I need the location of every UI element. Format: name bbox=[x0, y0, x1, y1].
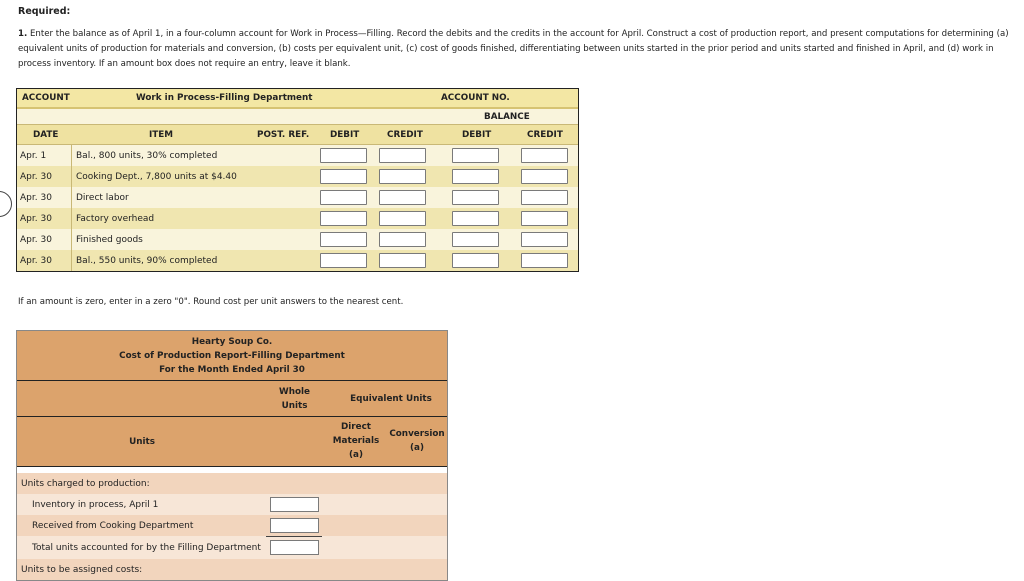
total-units-label: Total units accounted for by the Filling Department bbox=[32, 542, 261, 553]
debit-input[interactable] bbox=[320, 148, 367, 163]
units-assigned-row bbox=[17, 559, 447, 580]
account-name: Work in Process-Filling Department bbox=[136, 93, 313, 103]
account-row bbox=[17, 145, 578, 166]
credit-input[interactable] bbox=[379, 253, 426, 268]
report-period: For the Month Ended April 30 bbox=[159, 365, 305, 375]
instruction-number: 1. bbox=[18, 29, 28, 39]
row-date: Apr. 30 bbox=[20, 234, 52, 245]
total-units-row bbox=[17, 536, 447, 559]
row-item: Finished goods bbox=[76, 234, 143, 245]
scroll-marker-circle[interactable] bbox=[0, 191, 12, 217]
equivalent-units-header bbox=[17, 417, 447, 467]
company-name: Hearty Soup Co. bbox=[191, 337, 273, 347]
total-units-input[interactable] bbox=[270, 540, 319, 555]
received-label: Received from Cooking Department bbox=[32, 520, 194, 531]
conversion-header: Conversion (a) bbox=[389, 429, 445, 453]
units-assigned-label: Units to be assigned costs: bbox=[21, 564, 143, 575]
total-underline bbox=[266, 536, 322, 537]
account-no-label: ACCOUNT NO. bbox=[441, 93, 510, 103]
units-charged-label: Units charged to production: bbox=[21, 478, 150, 489]
equivalent-units-label: Equivalent Units bbox=[350, 394, 432, 404]
col-item: ITEM bbox=[149, 129, 174, 140]
required-heading: Required: bbox=[18, 6, 71, 17]
account-row bbox=[17, 187, 578, 208]
credit-input[interactable] bbox=[379, 148, 426, 163]
col-credit: CREDIT bbox=[387, 129, 423, 140]
report-title-block bbox=[17, 331, 447, 381]
balance-credit-input[interactable] bbox=[521, 232, 568, 247]
balance-credit-input[interactable] bbox=[521, 190, 568, 205]
row-date: Apr. 1 bbox=[20, 150, 47, 161]
row-item: Factory overhead bbox=[76, 213, 155, 224]
row-item: Bal., 800 units, 30% completed bbox=[76, 150, 218, 161]
balance-debit-input[interactable] bbox=[452, 169, 499, 184]
units-charged-row bbox=[17, 473, 447, 494]
col-post-ref: POST. REF. bbox=[257, 129, 310, 140]
balance-credit-input[interactable] bbox=[521, 169, 568, 184]
balance-label: BALANCE bbox=[484, 111, 530, 122]
account-label: ACCOUNT bbox=[22, 93, 70, 103]
row-item: Direct labor bbox=[76, 192, 129, 203]
balance-debit-input[interactable] bbox=[452, 148, 499, 163]
received-units-input[interactable] bbox=[270, 518, 319, 533]
account-row bbox=[17, 250, 578, 271]
balance-header-row bbox=[17, 109, 578, 125]
credit-input[interactable] bbox=[379, 232, 426, 247]
whole-units-label: Whole Units bbox=[279, 387, 310, 411]
balance-debit-input[interactable] bbox=[452, 232, 499, 247]
work-in-process-account bbox=[16, 88, 579, 272]
col-balance-debit: DEBIT bbox=[462, 129, 492, 140]
account-row bbox=[17, 208, 578, 229]
col-balance-credit: CREDIT bbox=[527, 129, 563, 140]
balance-credit-input[interactable] bbox=[521, 253, 568, 268]
credit-input[interactable] bbox=[379, 211, 426, 226]
inventory-row bbox=[17, 494, 447, 515]
col-date: DATE bbox=[33, 129, 59, 140]
column-header-row bbox=[17, 125, 578, 145]
credit-input[interactable] bbox=[379, 190, 426, 205]
balance-debit-input[interactable] bbox=[452, 253, 499, 268]
row-item: Cooking Dept., 7,800 units at $4.40 bbox=[76, 171, 237, 182]
balance-debit-input[interactable] bbox=[452, 211, 499, 226]
balance-debit-input[interactable] bbox=[452, 190, 499, 205]
rounding-note: If an amount is zero, enter in a zero "0". Round cost per unit answers to the nearest cent. bbox=[18, 297, 404, 307]
received-row bbox=[17, 515, 447, 536]
direct-materials-header: Direct Materials (a) bbox=[332, 422, 380, 460]
debit-input[interactable] bbox=[320, 211, 367, 226]
inventory-units-input[interactable] bbox=[270, 497, 319, 512]
account-row bbox=[17, 166, 578, 187]
credit-input[interactable] bbox=[379, 169, 426, 184]
balance-credit-input[interactable] bbox=[521, 211, 568, 226]
account-row bbox=[17, 229, 578, 250]
inventory-label: Inventory in process, April 1 bbox=[32, 499, 159, 510]
row-date: Apr. 30 bbox=[20, 171, 52, 182]
report-title: Cost of Production Report-Filling Department bbox=[119, 351, 345, 361]
whole-units-header bbox=[17, 381, 447, 417]
row-date: Apr. 30 bbox=[20, 192, 52, 203]
col-debit: DEBIT bbox=[330, 129, 360, 140]
instruction-text: Enter the balance as of April 1, in a four-column account for Work in Process—Filling. Record the debits and the credits in the account for April. Construct a cost of production report, and present computations for determining (a) equivalent units of production for materials and conversion, (b) costs per equivalent unit, (c) cost of goods finished, differentiating between units started in the prior period and units started and finished in April, and (d) work in process inventory. If an amount box does not require an entry, leave it blank. bbox=[18, 29, 1009, 69]
instructions bbox=[18, 27, 1018, 72]
cost-of-production-report bbox=[16, 330, 448, 581]
row-item: Bal., 550 units, 90% completed bbox=[76, 255, 218, 266]
balance-credit-input[interactable] bbox=[521, 148, 568, 163]
debit-input[interactable] bbox=[320, 232, 367, 247]
units-header: Units bbox=[129, 437, 155, 447]
account-header-row bbox=[17, 89, 578, 109]
debit-input[interactable] bbox=[320, 190, 367, 205]
row-date: Apr. 30 bbox=[20, 255, 52, 266]
debit-input[interactable] bbox=[320, 253, 367, 268]
row-date: Apr. 30 bbox=[20, 213, 52, 224]
debit-input[interactable] bbox=[320, 169, 367, 184]
